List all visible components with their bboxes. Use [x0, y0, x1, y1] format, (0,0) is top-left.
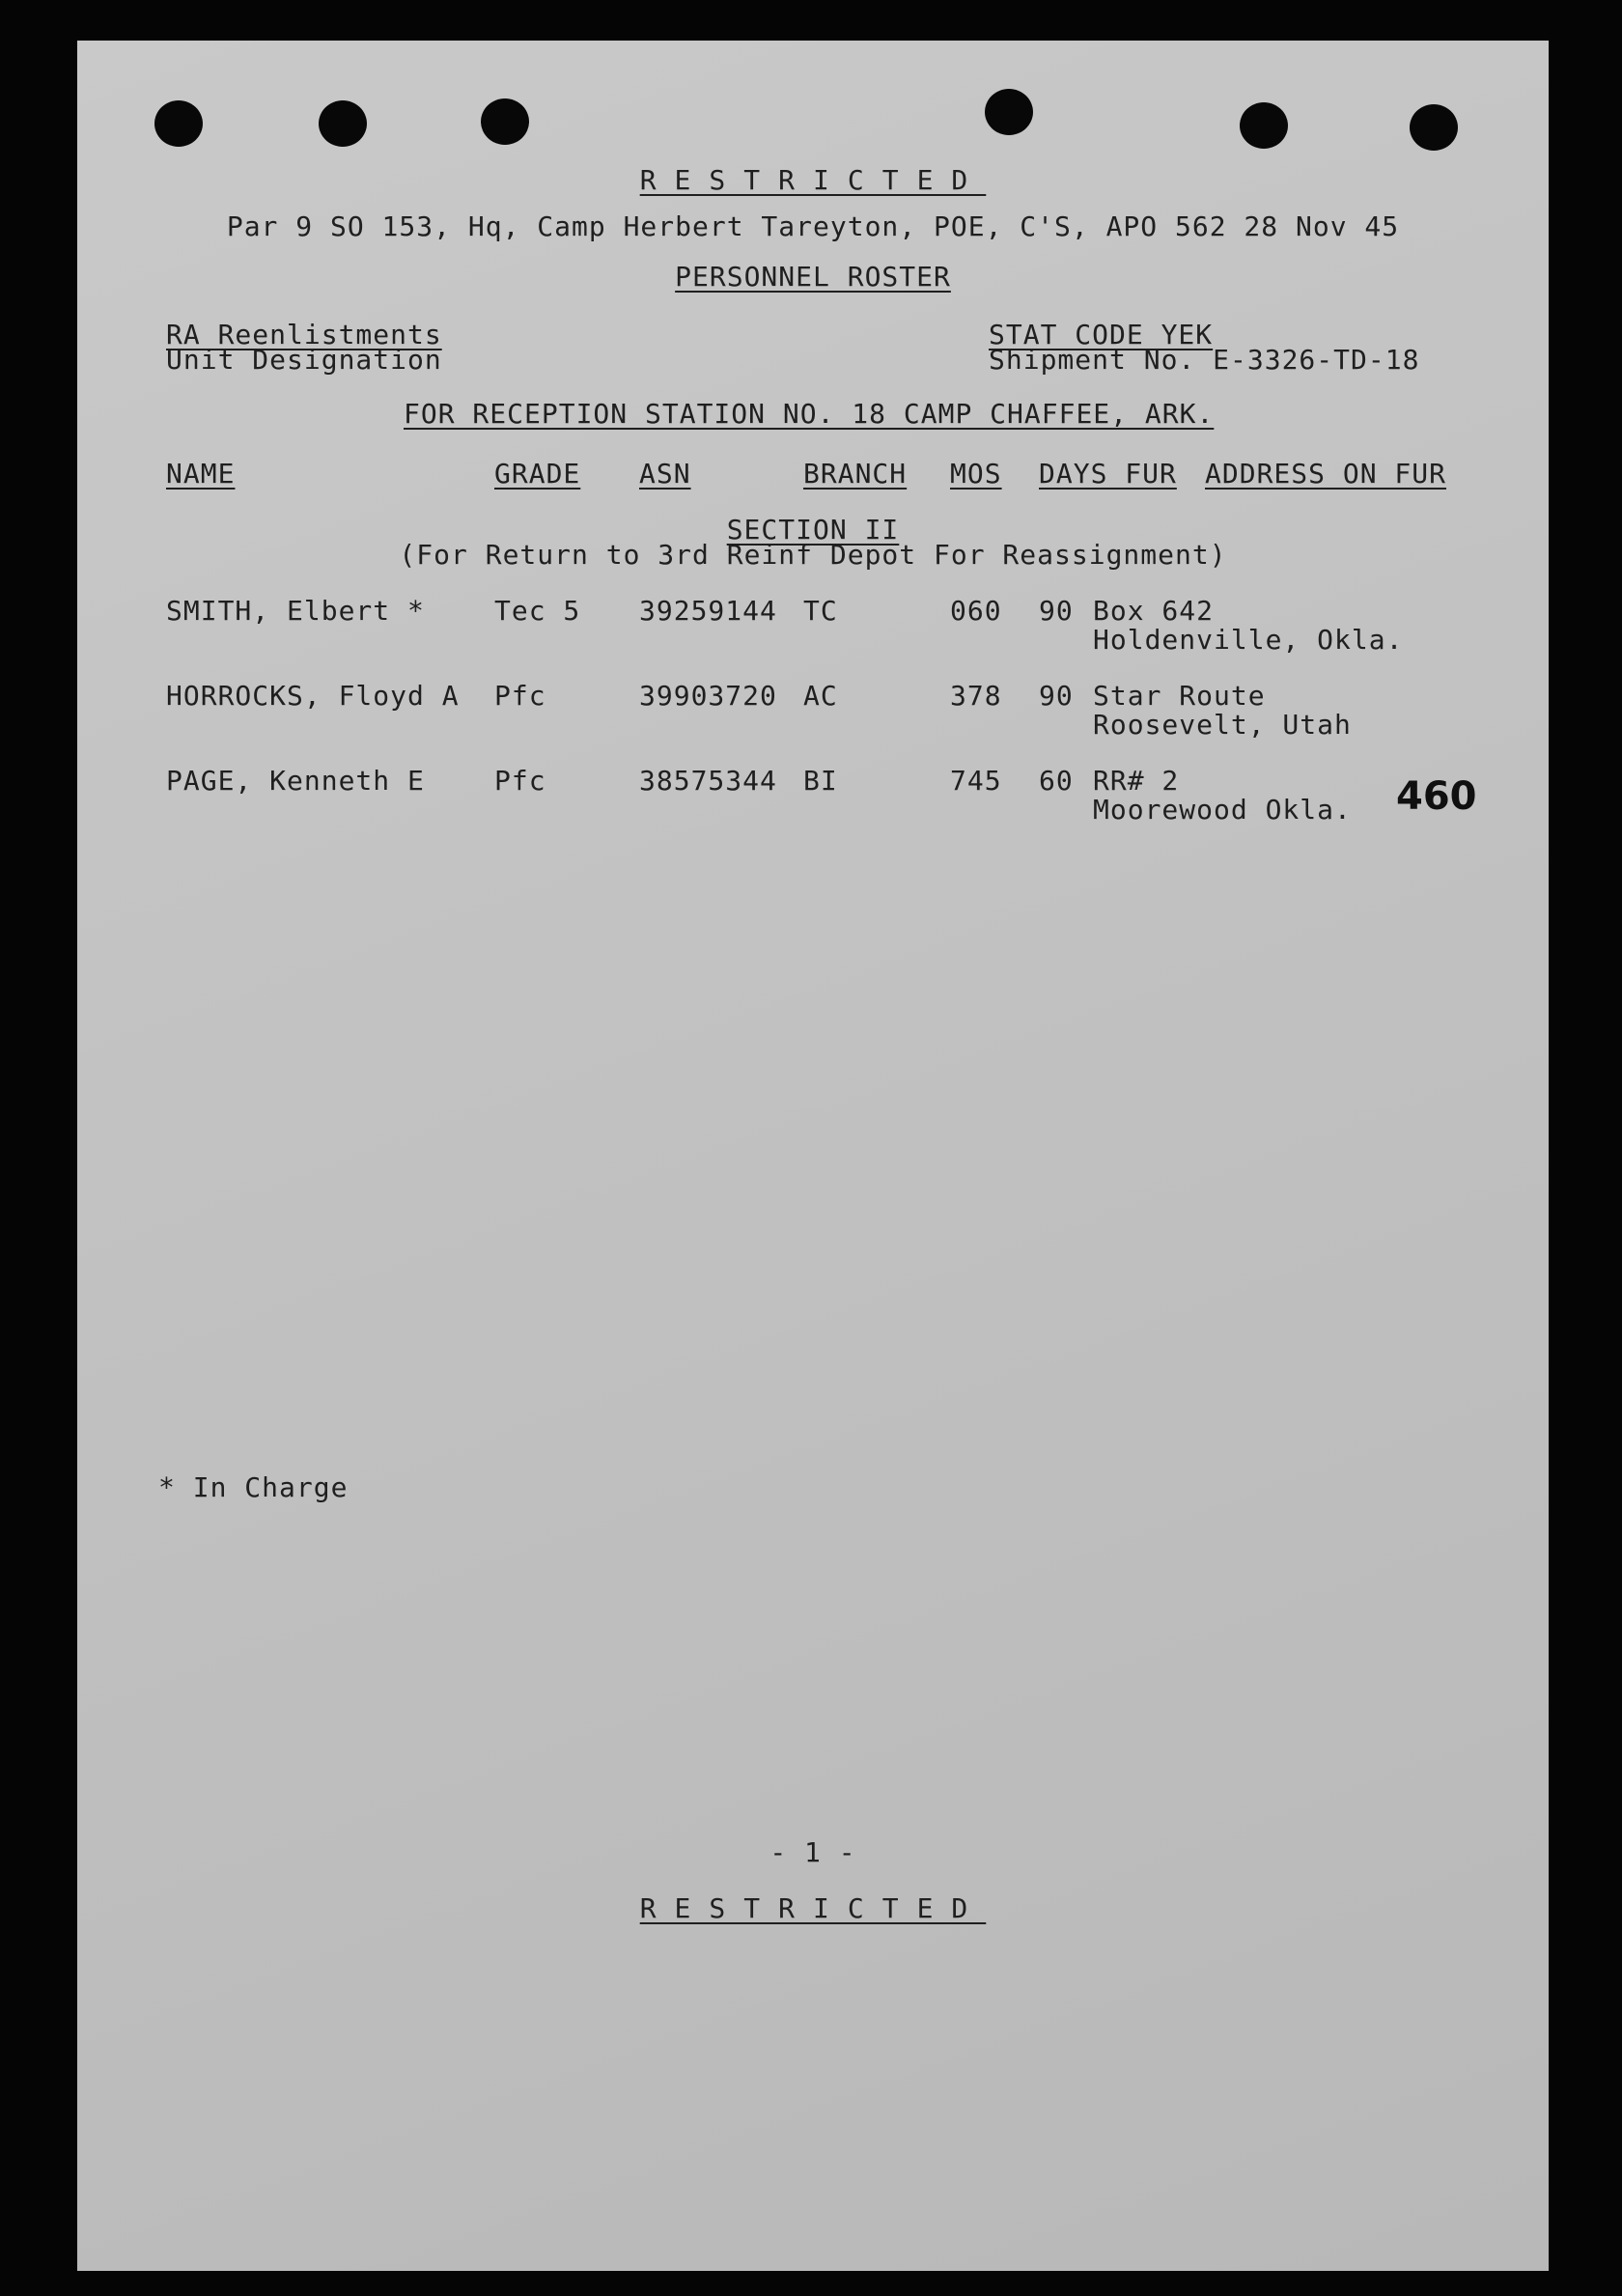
row-grade: Tec 5 — [494, 595, 581, 627]
row-grade: Pfc — [494, 680, 546, 712]
order-reference: Par 9 SO 153, Hq, Camp Herbert Tareyton, POE, C'S, APO 562 28 Nov 45 — [226, 210, 1400, 242]
shipment-number: Shipment No. E-3326-TD-18 — [989, 344, 1420, 376]
unit-designation-label: Unit Designation — [166, 344, 442, 376]
row-address-line1: RR# 2 — [1093, 765, 1180, 797]
row-branch: BI — [803, 765, 838, 797]
stat-code: STAT CODE YEK — [989, 319, 1214, 350]
punch-hole — [985, 89, 1033, 135]
column-header-name: NAME — [166, 458, 236, 490]
row-branch: AC — [803, 680, 838, 712]
stamped-number: 460 — [1396, 774, 1477, 819]
classification-header: RESTRICTED — [639, 164, 987, 196]
classification-footer: RESTRICTED — [639, 1892, 987, 1924]
row-days: 90 — [1039, 680, 1074, 712]
row-address-line2: Moorewood Okla. — [1093, 794, 1352, 826]
column-header-days-fur: DAYS FUR — [1039, 458, 1177, 490]
punch-hole — [1240, 102, 1288, 149]
destination-heading: FOR RECEPTION STATION NO. 18 CAMP CHAFFEE, ARK. — [404, 398, 1215, 430]
column-header-mos: MOS — [950, 458, 1002, 490]
column-header-branch: BRANCH — [803, 458, 908, 490]
page-number: - 1 - — [769, 1836, 856, 1868]
row-address-line2: Roosevelt, Utah — [1093, 709, 1352, 741]
punch-hole — [154, 100, 203, 147]
row-asn: 39259144 — [639, 595, 777, 627]
row-asn: 38575344 — [639, 765, 777, 797]
unit-name: RA Reenlistments — [166, 319, 442, 350]
row-mos: 060 — [950, 595, 1002, 627]
row-name: SMITH, Elbert * — [166, 595, 425, 627]
punch-hole — [1410, 104, 1458, 151]
row-address-line1: Star Route — [1093, 680, 1266, 712]
punch-hole — [481, 98, 529, 145]
row-address-line1: Box 642 — [1093, 595, 1215, 627]
row-asn: 39903720 — [639, 680, 777, 712]
row-days: 60 — [1039, 765, 1074, 797]
column-header-address: ADDRESS ON FUR — [1205, 458, 1447, 490]
table-row — [77, 680, 1549, 757]
footnote: * In Charge — [158, 1471, 349, 1503]
section-subtitle: (For Return to 3rd Reinf Depot For Reassignment) — [399, 539, 1227, 571]
row-mos: 745 — [950, 765, 1002, 797]
row-name: HORROCKS, Floyd A — [166, 680, 460, 712]
table-row — [77, 765, 1549, 842]
document-page — [77, 41, 1549, 2271]
section-title: SECTION II — [726, 514, 900, 546]
table-row — [77, 595, 1549, 672]
column-header-asn: ASN — [639, 458, 691, 490]
row-address-line2: Holdenville, Okla. — [1093, 624, 1404, 656]
row-days: 90 — [1039, 595, 1074, 627]
column-header-grade: GRADE — [494, 458, 581, 490]
row-name: PAGE, Kenneth E — [166, 765, 425, 797]
row-branch: TC — [803, 595, 838, 627]
row-mos: 378 — [950, 680, 1002, 712]
row-grade: Pfc — [494, 765, 546, 797]
punch-hole — [319, 100, 367, 147]
roster-title: PERSONNEL ROSTER — [675, 261, 951, 293]
